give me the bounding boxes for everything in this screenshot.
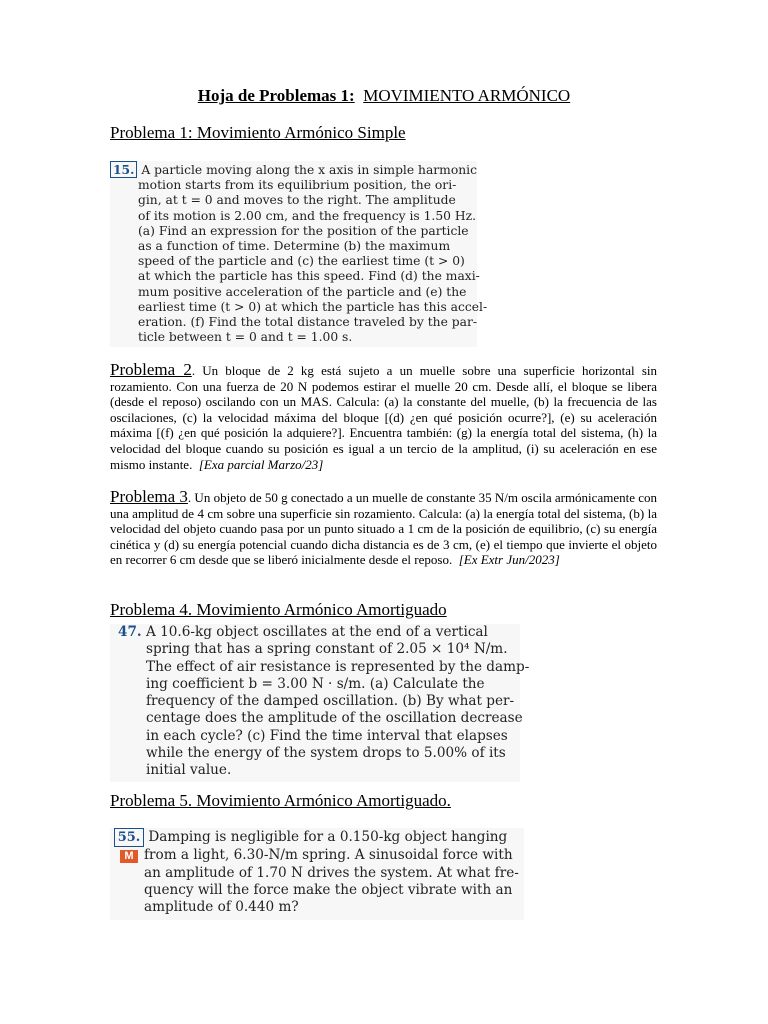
problem-4-line: while the energy of the system drops to 5.00% of its [146, 745, 506, 762]
problem-3-text: . Un objeto de 50 g conectado a un muelle de constante 35 N/m oscila armónicamente con una amplitud de 4 cm sobre una superficie sin rozamiento. Calcula: (a) la energía total del sistema, (b) la velocidad del objeto cuando pasa por un punto situado a 1 cm de la posición de equilibrio, (c) su energía cinética y (d) su energía potencial cuando dicha distancia es de 3 cm, (e) el tiempo que invierte el objeto en recorrer 6 cm desde que se liberó inicialmente desde el reposo. [110, 490, 658, 568]
problem-1-number: 15. [110, 161, 137, 178]
problem-4-line: spring that has a spring constant of 2.05 × 10⁴ N/m. [146, 641, 508, 658]
problem-1-line: as a function of time. Determine (b) the maximum [138, 239, 451, 254]
problem-5-line: M from a light, 6.30-N/m spring. A sinusoidal force with [114, 847, 522, 864]
problem-1-line: motion starts from its equilibrium position, the ori- [138, 178, 457, 193]
problem-5-line: 55. Damping is negligible for a 0.150-kg object hanging [114, 828, 522, 847]
problem-1-line: gin, at t = 0 and moves to the right. The amplitude [138, 193, 456, 208]
problem-3-label: Problema 3 [110, 487, 188, 506]
page-title [0, 86, 768, 106]
problem-3 [110, 489, 657, 568]
problem-1-line: at which the particle has this speed. Find (d) the maxi- [138, 269, 480, 284]
problem-1-scan [110, 161, 488, 347]
problem-4-line: in each cycle? (c) Find the time interval that elapses [146, 727, 508, 744]
problem-4-line: frequency of the damped oscillation. (b) By what per- [146, 693, 515, 710]
problem-5-line: an amplitude of 1.70 N drives the system. At what fre- [144, 864, 519, 881]
difficulty-badge: M [120, 850, 137, 863]
problem-4-scan [110, 624, 530, 782]
problem-1-line: 15. A particle moving along the x axis in simple harmonic [110, 161, 475, 178]
problem-2-ref: [Exa parcial Marzo/23] [198, 456, 324, 472]
problem-4-heading: Problema 4. Movimiento Armónico Amortiguado [110, 600, 447, 619]
problem-5-heading: Problema 5. Movimiento Armónico Amortiguado. [110, 791, 451, 810]
problem-1-heading: Problema 1: Movimiento Armónico Simple [110, 123, 406, 142]
problem-2-label: Problema 2 [110, 360, 192, 379]
problem-4-number: 47. [118, 624, 142, 640]
problem-4-line: ing coefficient b = 3.00 N · s/m. (a) Calculate the [146, 675, 485, 692]
problem-5-scan [110, 828, 524, 920]
problem-4-line: The effect of air resistance is represented by the damp- [146, 658, 530, 675]
problem-5-line: amplitude of 0.440 m? [144, 899, 299, 916]
problem-1-line: earliest time (t > 0) at which the particle has this accel- [138, 299, 488, 314]
problem-4-line: centage does the amplitude of the oscillation decrease [146, 710, 523, 727]
problem-5-number: 55. [114, 828, 144, 847]
problem-4-line: initial value. [146, 762, 232, 779]
problem-4-line: 47. A 10.6-kg object oscillates at the end of a vertical [118, 624, 488, 640]
problem-1-line: ticle between t = 0 and t = 1.00 s. [138, 330, 353, 345]
problem-2 [110, 362, 657, 472]
problem-1-line: mum positive acceleration of the particle and (e) the [138, 284, 467, 299]
problem-5-line: quency will the force make the object vibrate with an [144, 881, 513, 898]
problem-1-line: eration. (f) Find the total distance traveled by the par- [138, 315, 477, 330]
title-bold: Hoja de Problemas 1: [197, 86, 355, 105]
title-rest: MOVIMIENTO ARMÓNICO [363, 86, 571, 105]
problem-1-line: of its motion is 2.00 cm, and the frequency is 1.50 Hz. [138, 208, 477, 223]
problem-2-text: . Un bloque de 2 kg está sujeto a un muelle sobre una superficie horizontal sin rozamiento. Con una fuerza de 20 N podemos estirar el muelle 20 cm. Desde allí, el bloque se libera (desde el reposo) oscilando con un MAS. Calcula: (a) la constante del muelle, (b) la frecuencia de las oscilaciones, (c) la velocidad máxima del bloque [(d) ¿en qué posición ocurre?], (e) su aceleración máxima [(f) ¿en qué posición la adquiere?]. Encuentra también: (g) la energía total del sistema, (h) la velocidad del bloque cuando su posición es igual a un tercio de la amplitud, (i) su aceleración en ese mismo instante. [110, 363, 657, 472]
problem-1-line: (a) Find an expression for the position of the particle [138, 223, 469, 238]
problem-1-line: speed of the particle and (c) the earliest time (t > 0) [138, 254, 465, 269]
problem-3-ref: [Ex Extr Jun/2023] [458, 552, 560, 568]
